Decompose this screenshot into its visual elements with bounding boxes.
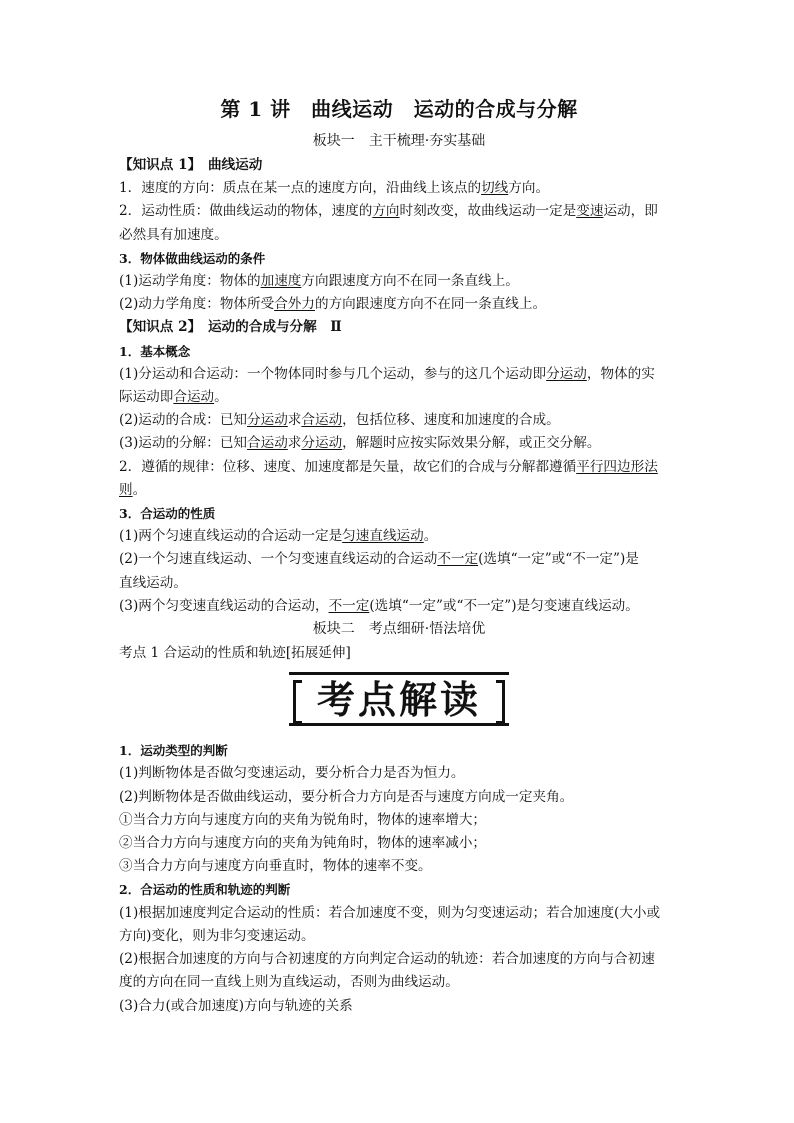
block1-heading: 板块一 主干梳理·夯实基础 [312, 133, 486, 149]
kp2-line-rule: 2．遵循的规律：位移、速度、加速度都是矢量，故它们的合成与分解都遵循平行四边形法 [119, 458, 658, 475]
kp1-line-acceleration: 必然具有加速度。 [119, 226, 228, 243]
sec1-line-1: (1)判断物体是否做匀变速运动，要分析合力是否为恒力。 [119, 765, 465, 782]
sec1-line-4: ②当合力方向与速度方向的夹角为钝角时，物体的速率减小； [119, 835, 487, 852]
sec2-line-5: (3)合力(或合加速度)方向与轨迹的关系 [119, 997, 353, 1014]
kp1-line-dynamics: (2)动力学角度：物体所受合外力的方向跟速度方向不在同一条直线上。 [119, 296, 547, 313]
sec2-line-4: 度的方向在同一直线上则为直线运动，否则为曲线运动。 [119, 974, 459, 991]
sec1-line-5: ③当合力方向与速度方向垂直时，物体的速率不变。 [119, 858, 432, 875]
kp1-heading: 【知识点 1】 曲线运动 [119, 157, 263, 173]
sec2-line-1: (1)根据加速度判定合运动的性质：若合加速度不变，则为匀变速运动；若合加速度(大小或 [119, 904, 661, 921]
kp2-basic-concepts: 1．基本概念 [119, 343, 191, 359]
kp2-line-uniform: (1)两个匀速直线运动的合运动一定是匀速直线运动。 [119, 528, 438, 545]
kp2-line-mixed-cont: 直线运动。 [119, 574, 187, 591]
kp2-line-component-motion: (1)分运动和合运动：一个物体同时参与几个运动，参与的这几个运动即分运动，物体的实 [119, 365, 655, 382]
block2-heading: 板块二 考点细研·悟法培优 [312, 621, 486, 638]
banner-text: 考点解读 [316, 678, 481, 723]
kaodian-banner [289, 672, 509, 726]
kp2-line-actual-motion: 际运动即合运动。 [119, 389, 228, 406]
kp1-line-kinematics: (1)运动学角度：物体的加速度方向跟速度方向不在同一条直线上。 [119, 273, 519, 290]
sec2-line-3: (2)根据合加速度的方向与合初速度的方向判定合运动的轨迹：若合加速度的方向与合初速 [119, 951, 655, 968]
kaodian1-heading: 考点 1 合运动的性质和轨迹[拓展延伸] [119, 645, 351, 662]
kp2-line-composition: (2)运动的合成：已知分运动求合运动，包括位移、速度和加速度的合成。 [119, 412, 560, 429]
kp2-heading: 【知识点 2】 运动的合成与分解 Ⅱ [119, 319, 342, 336]
sec1-line-2: (2)判断物体是否做曲线运动，要分析合力方向是否与速度方向成一定夹角。 [119, 788, 574, 805]
sec1-heading: 1．运动类型的判断 [119, 743, 228, 759]
lecture-title: 第 1 讲 曲线运动 运动的合成与分解 [220, 97, 578, 121]
document-body [119, 96, 679, 1018]
kp1-line-velocity-direction: 1．速度的方向：质点在某一点的速度方向，沿曲线上该点的切线方向。 [119, 180, 550, 197]
kp1-line-motion-nature: 2．运动性质：做曲线运动的物体，速度的方向时刻改变，故曲线运动一定是变速运动，即 [119, 203, 658, 220]
kp2-line-decomposition: (3)运动的分解：已知合运动求分运动，解题时应按实际效果分解，或正交分解。 [119, 435, 601, 452]
kp1-line-conditions: 3．物体做曲线运动的条件 [119, 250, 266, 266]
kp2-line-rule-cont: 则。 [119, 481, 147, 498]
sec1-line-3: ①当合力方向与速度方向的夹角为锐角时，物体的速率增大； [119, 811, 487, 828]
sec2-line-2: 方向)变化，则为非匀变速运动。 [119, 927, 315, 944]
banner-wrap [119, 672, 679, 730]
sec2-heading: 2．合运动的性质和轨迹的判断 [119, 882, 291, 898]
kp2-line-accelerated: (3)两个匀变速直线运动的合运动，不一定(选填“一定”或“不一定”)是匀变速直线运动。 [119, 597, 639, 614]
kp2-line-mixed: (2)一个匀速直线运动、一个匀变速直线运动的合运动不一定(选填“一定”或“不一定”)是 [119, 551, 639, 568]
kp2-resultant-nature: 3．合运动的性质 [119, 506, 216, 522]
